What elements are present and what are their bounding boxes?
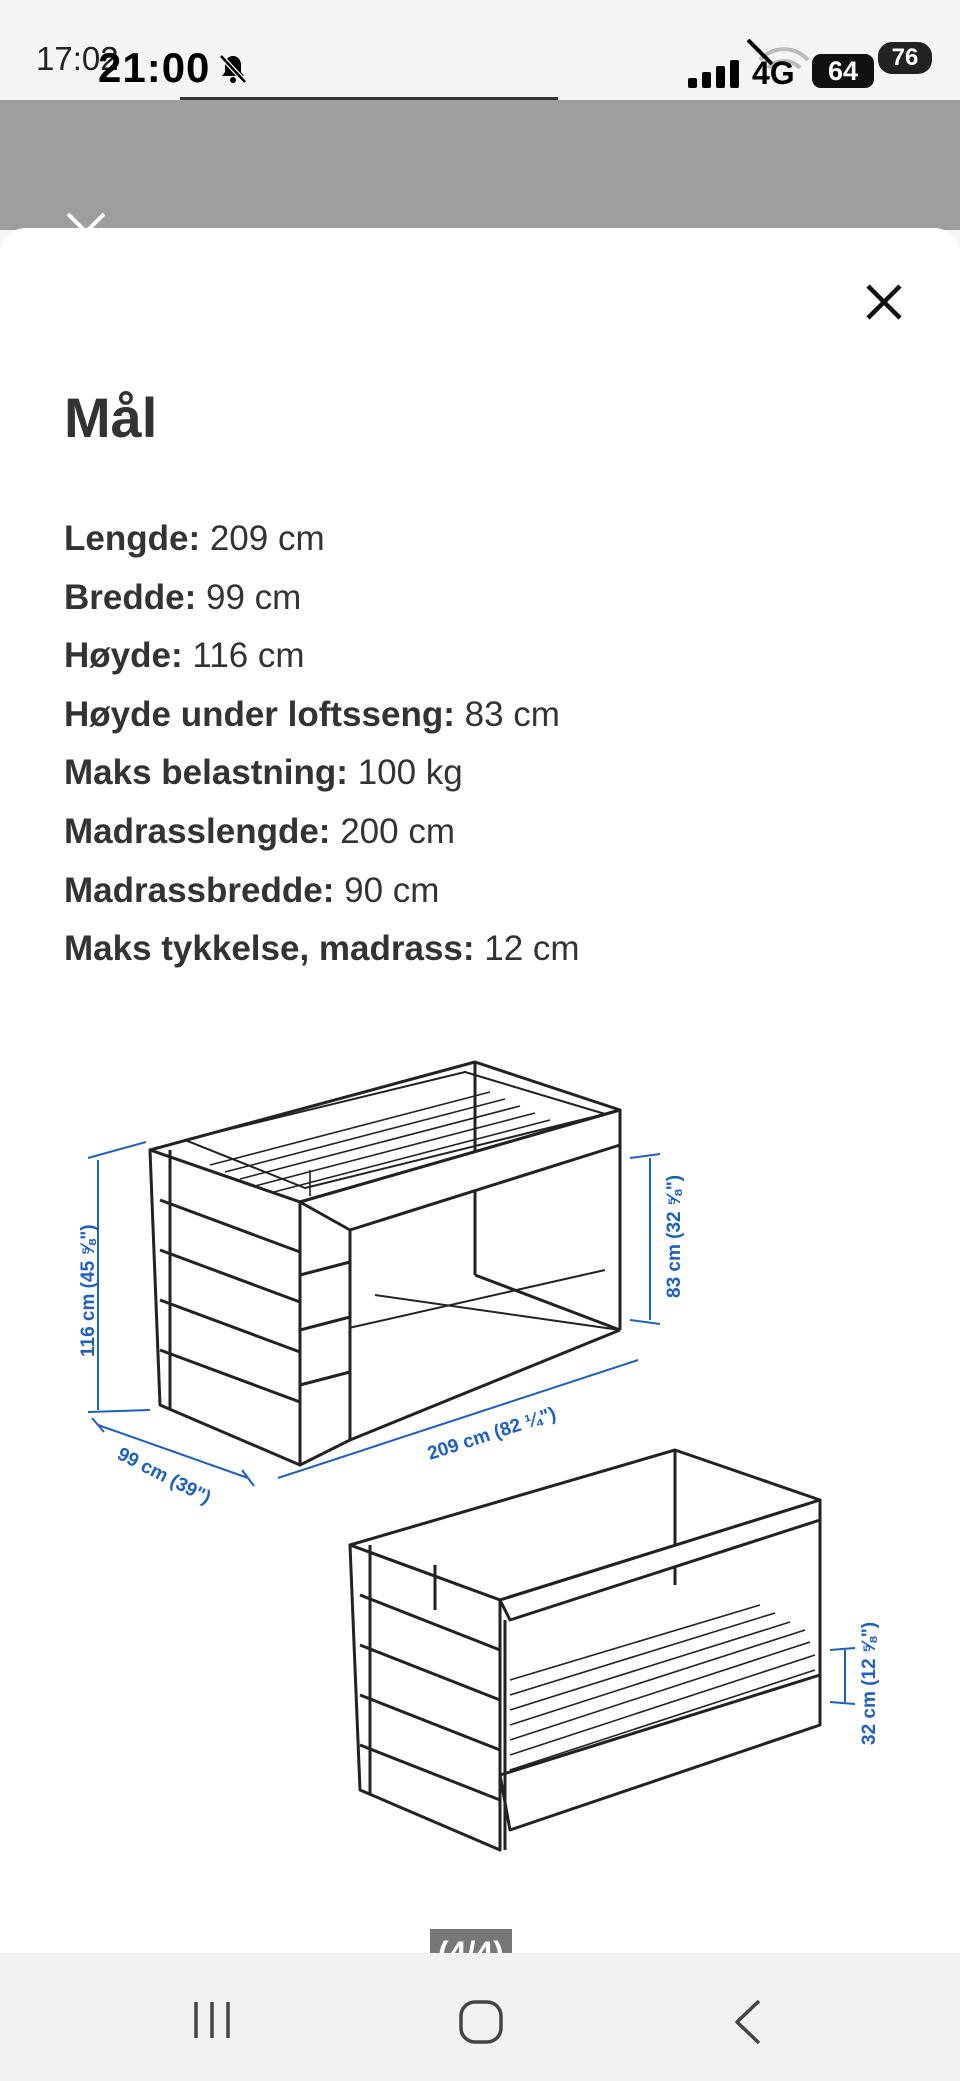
spec-item bbox=[64, 569, 580, 628]
spec-label: Høyde: bbox=[64, 636, 183, 676]
spec-value: 116 cm bbox=[192, 636, 305, 676]
spec-value: 200 cm bbox=[340, 811, 455, 851]
bell-muted-icon bbox=[216, 52, 250, 86]
home-icon[interactable] bbox=[458, 1999, 504, 2045]
back-icon[interactable] bbox=[733, 1998, 763, 2046]
network-type: 4G bbox=[752, 55, 795, 91]
spec-item bbox=[64, 686, 580, 745]
spec-value: 100 kg bbox=[357, 753, 463, 793]
spec-item bbox=[64, 920, 580, 979]
spec-label: Madrassbredde: bbox=[64, 870, 335, 910]
spec-value: 209 cm bbox=[209, 519, 325, 558]
bed-dimension-drawing bbox=[60, 1030, 930, 1890]
recent-apps-icon[interactable] bbox=[190, 2000, 234, 2040]
page-title: Mål bbox=[64, 386, 158, 449]
status-time: 21:00 bbox=[98, 44, 211, 91]
spec-label: Maks tykkelse, madrass: bbox=[64, 929, 475, 969]
spec-item bbox=[64, 744, 580, 803]
status-bar bbox=[0, 0, 960, 100]
status-time-background: 17:02 bbox=[36, 40, 119, 77]
spec-item bbox=[64, 803, 580, 862]
dim-overlay[interactable] bbox=[0, 100, 960, 230]
battery-indicator: 64 bbox=[812, 54, 874, 88]
battery-indicator-background: 76 bbox=[878, 42, 932, 74]
dimension-label-under: 83 cm (32 ⅝") bbox=[664, 1174, 685, 1298]
signal-icon bbox=[688, 60, 746, 88]
spec-label: Bredde: bbox=[64, 577, 197, 617]
spec-value: 83 cm bbox=[464, 694, 560, 734]
dimension-label-low: 32 cm (12 ⅝") bbox=[859, 1621, 880, 1745]
spec-label: Maks belastning: bbox=[64, 753, 348, 793]
dimension-label-length: 209 cm (82 ¼") bbox=[425, 1403, 559, 1465]
spec-list bbox=[64, 510, 580, 979]
spec-item bbox=[64, 510, 580, 569]
dimension-label-width: 99 cm (39") bbox=[113, 1443, 215, 1509]
dimension-label-height: 116 cm (45 ⅝") bbox=[78, 1224, 99, 1357]
spec-label: Høyde under loftsseng: bbox=[64, 694, 455, 734]
spec-label: Lengde: bbox=[64, 519, 201, 558]
close-icon[interactable] bbox=[862, 280, 906, 324]
spec-item bbox=[64, 862, 580, 921]
spec-value: 99 cm bbox=[205, 577, 302, 617]
spec-value: 12 cm bbox=[484, 929, 580, 969]
spec-label: Madrasslengde: bbox=[64, 811, 331, 851]
spec-value: 90 cm bbox=[344, 870, 440, 910]
spec-item bbox=[64, 627, 580, 686]
